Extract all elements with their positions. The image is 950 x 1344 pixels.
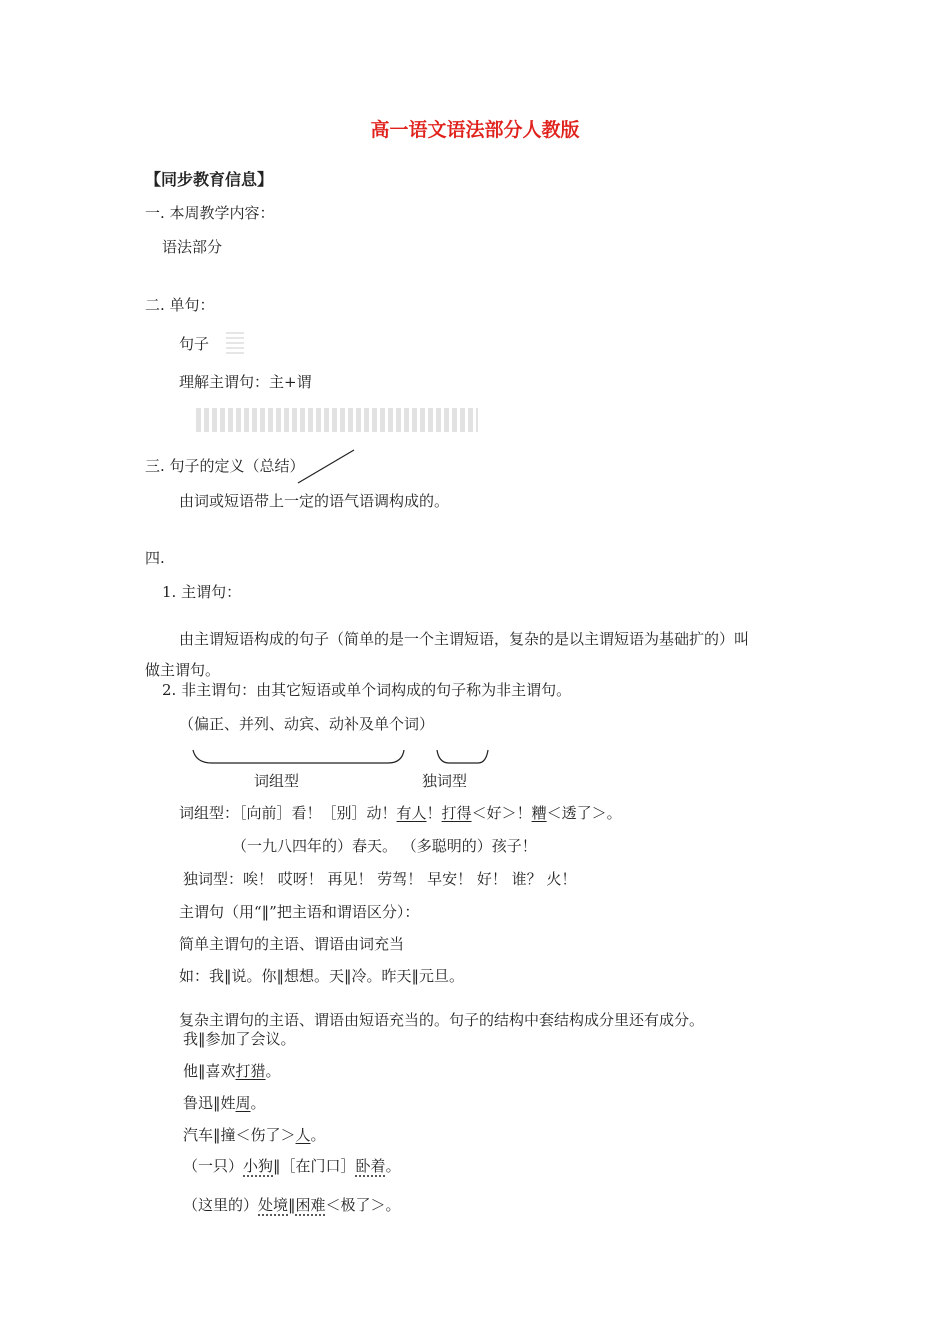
- example-3: 鲁迅‖姓周。: [183, 1094, 266, 1112]
- item1-body-line2: 做主谓句。: [145, 661, 221, 679]
- page-title: 高一语文语法部分人教版: [370, 119, 580, 141]
- heading-simple-sentence: 二. 单句：: [145, 296, 215, 314]
- example-2: 他‖喜欢打猎。: [183, 1062, 281, 1080]
- sentence-label: 句子: [179, 335, 210, 353]
- simple-sp-definition: 简单主谓句的主语、谓语由词充当: [179, 935, 405, 953]
- phrase-type-examples: 词组型：［向前］看！［别］动！有人！打得＜好＞！糟＜透了＞。: [179, 804, 622, 822]
- example-6: （这里的）处境‖困难＜极了＞。: [183, 1196, 401, 1214]
- item-subject-predicate: 1. 主谓句：: [162, 583, 242, 601]
- bracket-word-type: [437, 750, 488, 763]
- subject-predicate-note: 理解主谓句：主+谓: [179, 373, 312, 391]
- section-header: 【同步教育信息】: [145, 170, 274, 189]
- label-word-type: 独词型: [422, 772, 468, 790]
- example-1: 我‖参加了会议。: [183, 1030, 296, 1048]
- phrase-type-examples-2: （一九八四年的）春天。 （多聪明的）孩子！: [232, 837, 537, 855]
- heading-sentence-definition: 三. 句子的定义（总结）: [145, 457, 305, 475]
- heading-four: 四.: [145, 549, 165, 567]
- sentence-definition-text: 由词或短语带上一定的语气语调构成的。: [179, 492, 450, 510]
- label-phrase-type: 词组型: [254, 772, 300, 790]
- item-non-subject-predicate: 2. 非主谓句：由其它短语或单个词构成的句子称为非主谓句。: [162, 681, 572, 699]
- example-4: 汽车‖撞＜伤了＞人。: [183, 1126, 326, 1144]
- types-list: （偏正、并列、动宾、动补及单个词）: [179, 715, 435, 733]
- complex-sp-definition: 复杂主谓句的主语、谓语由短语充当的。句子的结构中套结构成分里还有成分。: [179, 1011, 705, 1029]
- heading-teaching-content: 一. 本周教学内容：: [145, 204, 275, 222]
- example-5: （一只）小狗‖［在门口］卧着。: [183, 1157, 401, 1175]
- item1-body-line1: 由主谓短语构成的句子（简单的是一个主谓短语，复杂的是以主谓短语为基础扩的）叫: [179, 630, 750, 648]
- teaching-content-text: 语法部分: [162, 238, 223, 256]
- subject-predicate-intro: 主谓句（用“‖”把主语和谓语区分）：: [179, 903, 420, 921]
- word-type-examples: 独词型：唉！ 哎呀！ 再见！ 劳驾！ 早安！ 好！ 谁？ 火！: [183, 870, 577, 888]
- simple-sp-examples: 如：我‖说。你‖想想。天‖冷。昨天‖元旦。: [179, 967, 465, 985]
- bracket-phrase-type: [193, 750, 404, 763]
